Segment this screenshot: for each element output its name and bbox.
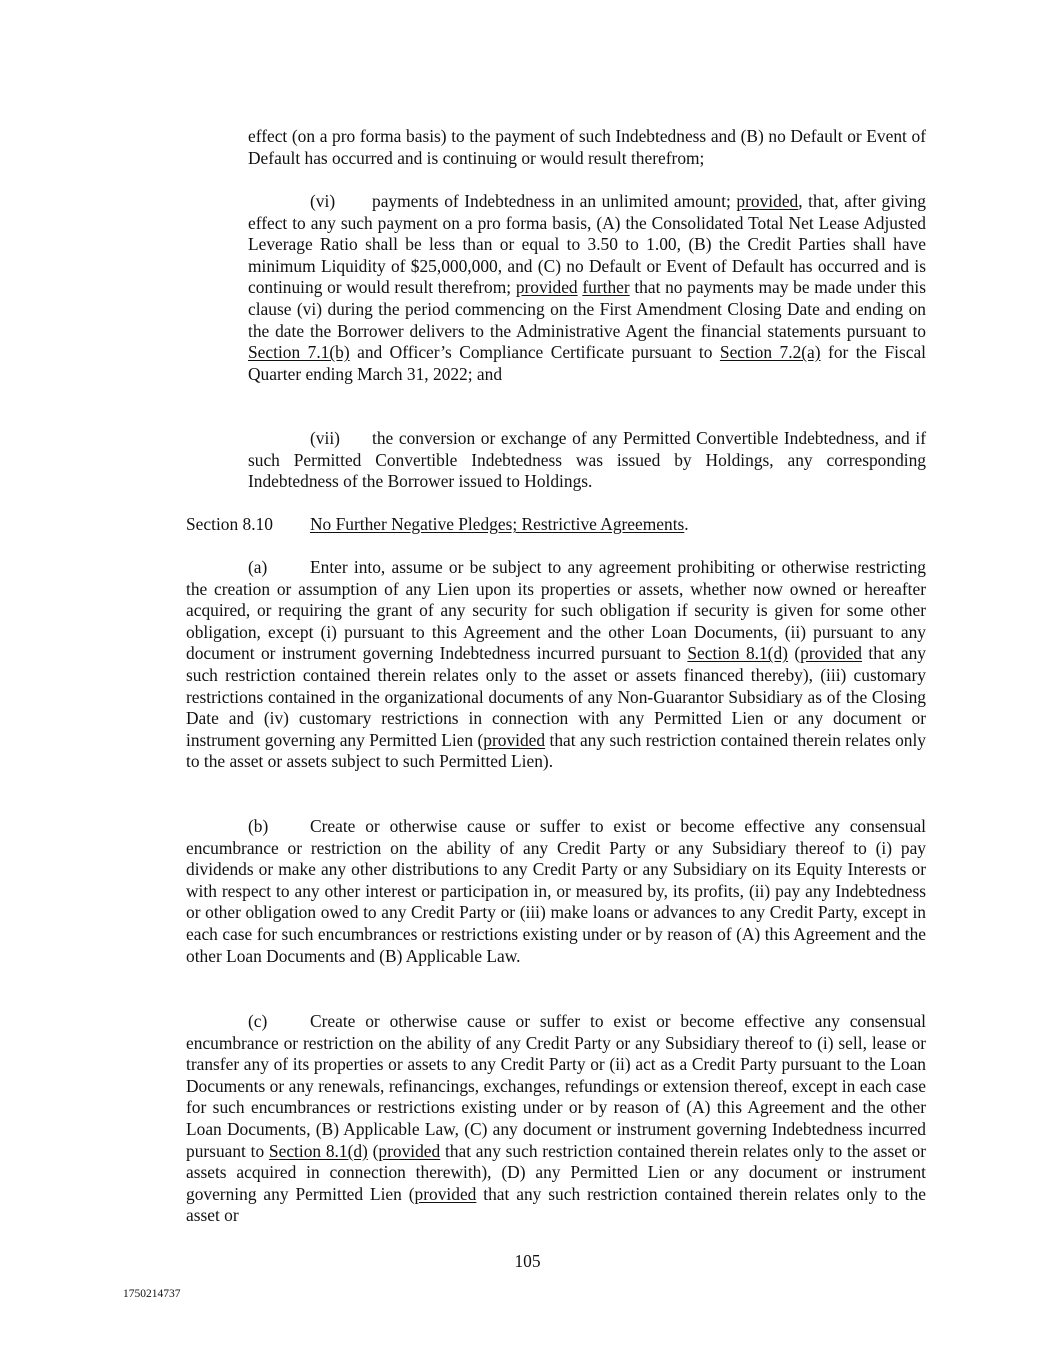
page-number: 105 (514, 1251, 541, 1271)
section-heading: Section 8.10 No Further Negative Pledges; Restrictive Agreements. (186, 514, 689, 534)
underlined-term: provided (515, 277, 578, 298)
clause-label: (vi) (310, 191, 336, 211)
section-reference: Section 7.2(a) (719, 342, 821, 363)
subsection-label: (c) (248, 1011, 268, 1031)
underlined-term: provided (483, 729, 546, 750)
paragraph-continuation (248, 126, 926, 169)
section-reference: Section 7.1(b) (248, 342, 350, 363)
underlined-term: provided (736, 191, 799, 211)
section-reference: Section 8.1(d) (687, 643, 788, 664)
document-id: 1750214737 (123, 1288, 181, 1300)
clause-vii: (vii) the conversion or exchange of any Permitted Convertible Indebtedness, and if such Permitted Convertible Indebtedness was issued by Holdings, any corresponding Indebtedness of the Borrower issued to Holdings. (248, 428, 926, 492)
subsection-c: (c) Create or otherwise cause or suffer to exist or become effective any consensual encumbrance or restriction on the ability of any Credit Party or any Subsidiary thereof to (i) sell, lease or transfer any of its properties or assets to any Credit Party or (ii) act as a Credit Party pursuant to the Loan Documents or any renewals, refinancings, exchanges, refundings or extension thereof, except in each case for such encumbrances or restrictions existing under or by reason of (A) this Agreement and the other Loan Documents, (B) Applicable Law, (C) any document or instrument governing Indebtedness incurred pursuant to Section 8.1(d) (provided that any such restriction contained therein relates only to the asset or assets acquired in connection therewith), (D) any Permitted Lien or any document or instrument governing any Permitted Lien (provided that any such restriction contained therein relates only to the asset or (186, 1011, 927, 1226)
subsection-label: (b) (248, 816, 269, 836)
underlined-term: further (582, 277, 630, 298)
section-title: No Further Negative Pledges; Restrictive Agreements (310, 514, 685, 534)
subsection-b: (b) Create or otherwise cause or suffer to exist or become effective any consensual encumbrance or restriction on the ability of any Credit Party or any Subsidiary thereof to (i) pay dividends or make any other distributions to any Credit Party or any Subsidiary on its Equity Interests or with respect to any other interest or participation in, or measured by, its profits, (ii) pay any Indebtedness or other obligation owed to any Credit Party or (iii) make loans or advances to any Credit Party, except in each case for such encumbrances or restrictions existing under or by reason of (A) this Agreement and the other Loan Documents and (B) Applicable Law. (186, 816, 926, 966)
clause-label: (vii) (310, 428, 340, 448)
paragraph-text: effect (on a pro forma basis) to the payment of such Indebtedness and (B) no Default or Event of Default has occurred and is continuing or would result therefrom; (248, 126, 926, 168)
section-number: Section 8.10 (186, 514, 273, 534)
subsection-label: (a) (248, 557, 268, 577)
clause-vi: (vi) payments of Indebtedness in an unlimited amount; provided, that, after giving effect to any such payment on a pro forma basis, (A) the Consolidated Total Net Lease Adjusted Leverage Ratio shall be less than or equal to 3.50 to 1.00, (B) the Credit Parties shall have minimum Liquidity of $25,000,000, and (C) no Default or Event of Default has occurred and is continuing or would result therefrom; provided further that no payments may be made under this clause (vi) during the period commencing on the First Amendment Closing Date and ending on the date the Borrower delivers to the Administrative Agent the financial statements pursuant to Section 7.1(b) and Officer’s Compliance Certificate pursuant to Section 7.2(a) for the Fiscal Quarter ending March 31, 2022; and (248, 191, 927, 384)
underlined-term: provided (800, 643, 862, 664)
underlined-term: provided (414, 1183, 477, 1204)
section-reference: Section 8.1(d) (268, 1140, 368, 1161)
subsection-a: (a) Enter into, assume or be subject to any agreement prohibiting or otherwise restricting the creation or assumption of any Lien upon its properties or assets, whether now owned or hereafter acquired, or requiring the grant of any security for such obligation if security is given for some other obligation, except (i) pursuant to this Agreement and the other Loan Documents, (ii) pursuant to any document or instrument governing Indebtedness incurred pursuant to Section 8.1(d) (provided that any such restriction contained therein relates only to the asset or assets financed thereby), (iii) customary restrictions contained in the organizational documents of any Non-Guarantor Subsidiary as of the Closing Date and (iv) customary restrictions in connection with any Permitted Lien or any document or instrument governing any Permitted Lien (provided that any such restriction contained therein relates only to the asset or assets subject to such Permitted Lien). (186, 557, 926, 772)
underlined-term: provided (378, 1140, 441, 1161)
